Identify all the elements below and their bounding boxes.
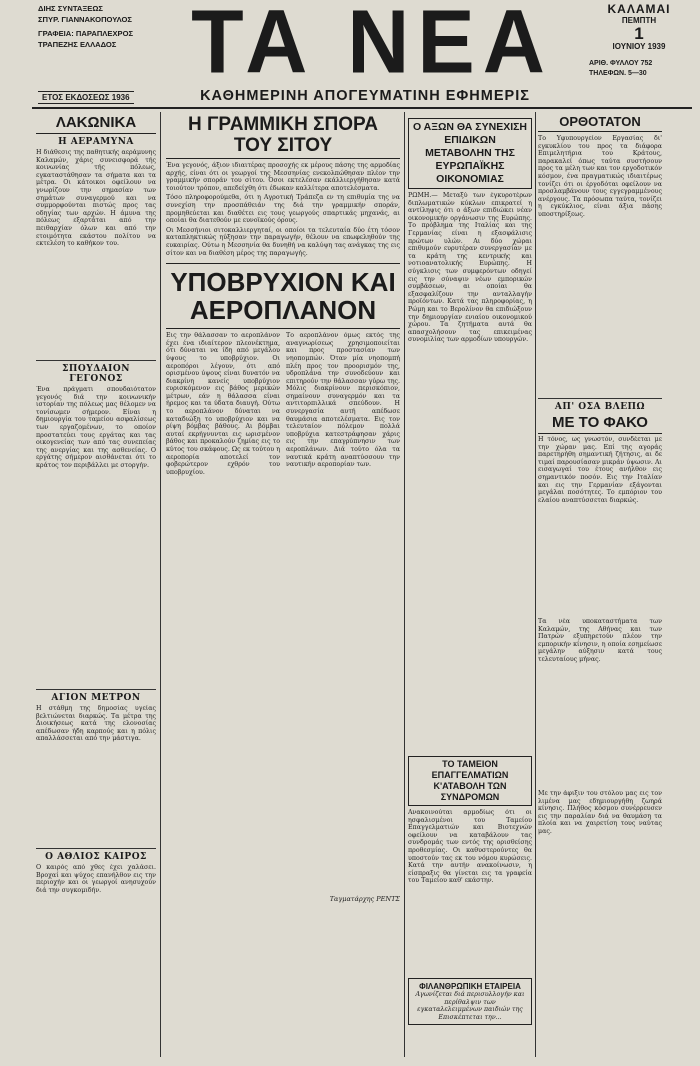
article-two-column (166, 332, 400, 894)
weekday: ΠΕΜΠΤΗ (621, 16, 657, 25)
article-text: Η τόνος, ως γνωστόν, συνδέεται με την χώραν μας. Επί της αγοράς παρετηρήθη σημαντική ζήτησις, αι δε τιμαί παρουσίασαν μικράν ύψωσιν. Αι εισαγωγαί του έτους ανήλθον εις σημαντικόν ποσόν. Εις την Ιταλίαν και εις την Γερμανίαν εξάγονται μεγάλαι ποσότητες. Το εμπόριον του ελαίου αναπτύσσεται διαρκώς. (538, 436, 662, 504)
charity-notice (408, 978, 532, 1025)
column-divider (160, 112, 161, 1057)
notice-text: Αγωνίζεται διά περισυλλογήν και περίθαλψιν των εγκαταλελειμμένων παιδιών της Επισκέπτεται την... (415, 991, 525, 1021)
column-orthotaton (538, 114, 662, 982)
column-divider (535, 112, 536, 1057)
day-number: 1 (634, 24, 644, 43)
city: ΚΑΛΑΜΑΙ (607, 2, 671, 16)
newspaper-title: ΤΑ ΝΕΑ (191, 0, 553, 93)
subheading: ΑΠ' ΟΣΑ ΒΛΕΠΩ (554, 402, 646, 412)
masthead-subtitle: ΚΑΘΗΜΕΡΙΝΗ ΑΠΟΓΕΥΜΑΤΙΝΗ ΕΦΗΜΕΡΙΣ (200, 88, 530, 104)
month-year: ΙΟΥΝΙΟΥ 1939 (612, 42, 666, 51)
author-signature: Ταγματάρχης ΡΕΝΤΣ (329, 895, 400, 904)
masthead (0, 0, 700, 110)
editor-line: ΤΡΑΠΕΖΗΣ ΕΛΛΑΔΟΣ (38, 39, 117, 49)
article-text: Εις την θάλασσαν το αεροπλάνον έχει ένα ιδιαίτερον πλεονέκτημα, ότι δύναται να ίδη από μεγάλου ύψους το υποβρύχιον. Οι αεροπόροι λέγουν, ότι από ορισμένου ύψους είναι δυνατόν να διακρίνη κανείς υποβρύχιον ευρισκόμενον εις βάθος μερικών μέτρων, εάν η θάλασσα είναι ήρεμος και τα ύδατα διαυγή. Ούτω το αεροπλάνον δύναται να καταδιώξη το υποβρύχιον και να ρίψη βόμβας βάθους. Αι βόμβαι αυταί εκρήγνυνται εις ωρισμένον βάθος και προκαλούν ζημίας εις το κύτος του σκάφους. Ως εκ τούτου η αεροπορία αποτελεί τον φοβερώτερον εχθρόν του υποβρυχίου. (166, 332, 280, 476)
column-title-me-to-fako: ΜΕ ΤΟ ΦΑΚΟ (538, 414, 662, 434)
article-text: Η διάθεσις της παθητικής αεράμυνης Καλαμών, χάρις συνεισφορά τής κοινωνίας τής πόλεως, εγκαταστάθησαν τα σήματα και τα μέτρα. Οι κάτοικοι οφείλουν να γνωρίζουν την σημασίαν των σημάτων συναγερμού και να συμμορφούνται πιστώς προς τας οδηγίας των αρχών. Η άμυνα της πόλεως εξαρτάται από την πειθαρχίαν όλων και από την ετοιμότητα εκάστου πολίτου να εκτελέση το καθήκον του. (36, 149, 156, 248)
article-text: Η στάθμη της δημοσίας υγείας βελτιώνεται διαρκώς. Τα μέτρα της Διοικήσεως κατά της ελονοσίας απέδωσαν ήδη καρπούς και η πόλις απαλλάσσεται από την μάστιγα. (36, 705, 156, 743)
issue-number: ΑΡΙΘ. ΦΥΛΛΟΥ 752 (589, 60, 653, 67)
masthead-editor-info (38, 4, 156, 50)
subheading: Ο ΑΘΛΙΟΣ ΚΑΙΡΟΣ (45, 852, 147, 862)
subheading: Η ΑΕΡΑΜΥΝΑ (58, 137, 134, 147)
headline-submarine-airplane: ΥΠΟΒΡΥΧΙΟΝ ΚΑΙ ΑΕΡΟΠΛΑΝΟΝ (166, 263, 400, 329)
year-of-publication: ΕΤΟΣ ΕΚΔΟΣΕΩΣ 1936 (38, 91, 134, 104)
masthead-rule (32, 107, 692, 109)
article-text: Ένα πράγματι σπουδαιότατον γεγονός διά την κοινωνικήν ιστορίαν της πόλεως μας θέλομεν να τονίσωμεν σήμερον. Είναι η δημιουργία του ταμείου ασφαλίσεως των εργαζομένων, το οποίον προστατεύει τους εργάτας και τας οικογενείας των από τας συνεπείας της ανεργίας και της ασθενείας. Ο εργάτης σήμερον αισθάνεται ότι το κράτος τον περιβάλλει με στοργήν. (36, 386, 156, 469)
notice-title: ΦΙΛΑΝΘΡΩΠΙΚΗ ΕΤΑΙΡΕΙΑ (419, 982, 521, 991)
editor-line: ΓΡΑΦΕΙΑ: ΠΑΡΑΠΛΕΧΡΟΣ (38, 29, 134, 38)
editor-line: ΣΠΥΡ. ΓΙΑΝΝΑΚΟΠΟΥΛΟΣ (38, 14, 132, 24)
article-text: ΡΩΜΗ.— Μεταξύ των έγκυροτέρων διπλωματικών κύκλων επικρατεί η αντίληψις ότι ο άξων επιδιώκει νέαν οικονομικήν οργάνωσιν της Ευρώπης. Το πρόβλημα της Ιταλίας και της Γερμανίας είναι η εξασφάλισις πρώτων υλών. Αι δύο χώραι επιθυμούν ευρυτέραν συνεργασίαν με τα κράτη της κεντρικής και νοτιοανατολικής Ευρώπης. Η σύγκλισις των συμφερόντων οδηγεί εις την σύναψιν νέων εμπορικών συμβάσεων, αι οποίαι θα εξασφαλίζουν την ανταλλαγήν προϊόντων. Κατά τας πληροφορίας, η Ρώμη και το Βερολίνον θα επιδιώξουν την δημιουργίαν ενιαίου οικονομικού χώρου. Τα ζητήματα αυτά θα απασχολήσουν τας επικειμένας συνομιλίας των αρμοδίων υπουργών. (408, 192, 532, 344)
phone: ΤΗΛΕΦΩΝ. 5—30 (589, 70, 647, 77)
column-axis (408, 114, 532, 1025)
headline-pension-fund: ΤΟ ΤΑΜΕΙΟΝ ΕΠΑΓΓΕΛΜΑΤΙΩΝ Κ'ΑΤΑΒΟΛΗ ΤΩΝ ΣΥΝΔΡΟΜΩΝ (408, 756, 532, 806)
column-title: ΛΑΚΩΝΙΚΑ (36, 114, 156, 134)
headline-axis-economy: Ο ΑΞΩΝ ΘΑ ΣΥΝΕΧΙΣΗ ΕΠΙΔΙΚΩΝ ΜΕΤΑΒΟΛΗΝ ΤΗΣ ΕΥΡΩΠΑΪΚΗΣ ΟΙΚΟΝΟΜΙΑΣ (408, 118, 532, 189)
article-text: Τα νέα υποκαταστήματα των Καλαμών, της Αθήνας και των Πατρών εξυπηρετούν πλέον την εμπορικήν κίνησιν, η οποία εσημείωσε μεγάλην αύξησιν κατά τους τελευταίους μήνας. (538, 618, 662, 663)
article-text: Ο καιρός από χθες έχει χαλάσει. Βροχαί και ψύχος επανήλθον εις την περιοχήν και οι γεωργοί ανησυχούν διά την συγκομιδήν. (36, 864, 156, 894)
separator (36, 689, 156, 690)
article-text: Ανακοινούται αρμοδίως ότι οι ησφαλισμένοι του Ταμείου Επαγγελματιών και Βιοτεχνών οφείλουν να καταβάλουν τας συνδρομάς των εντός της ορισθείσης προθεσμίας. Οι καθυστερούντες θα υποστούν τας εκ του νόμου κυρώσεις. Κατά την αυτήν ανακοίνωσιν, η είσπραξις θα γίνεται εις τα γραφεία του Ταμείου καθ' εκάστην. (408, 809, 532, 885)
article-text: Οι Μεσσήνιοι σιτοκαλλιεργηταί, οι οποίοι τα τελευταία δύο έτη τόσον καταπληκτικώς ηύξησαν την παραγωγήν, θέλουν να επωφεληθούν της ευκαιρίας. Ούτω η Μεσσηνία θα δυνηθή να καλύψη τας ανάγκας της εις σίτον και να διαθέση μέρος της παραγωγής. (166, 226, 400, 257)
separator (538, 398, 662, 399)
subheading: ΑΓΙΟΝ ΜΕΤΡΟΝ (51, 693, 141, 703)
article-text: Το Υφυπουργείον Εργασίας δι' εγκυκλίου του προς τα διάφορα Επιμελητήρια του Κράτους, παρακαλεί όπως ταύτα συστήσουν προς τα μέλη των και τον εργοδοτικόν κόσμον, ένα πραγματικώς ιδιαιτέρως τονίζει ότι οι έργοδόται οφείλουν να προσλαμβάνουν τους εγγεγραμμένους ανέργους. Τα πρόσωπα ταύτα, τονίζει η εγκύκλιος, είναι άξια πάσης υποστηρίξεως. (538, 135, 662, 218)
article-text: Με την άφιξιν του στόλου μας εις τον λιμένα μας εδημιουργήθη ζωηρά κίνησις. Πλήθος κόσμου συνέρρευσεν εις την παραλίαν διά να θαυμάση τα πλοία και να χαιρετίση τους ναύτας μας. (538, 790, 662, 835)
subheading: ΣΠΟΥΔΑΙΟΝ ΓΕΓΟΝΟΣ (62, 364, 130, 384)
column-lakonika (36, 114, 156, 956)
masthead-date-info (583, 2, 695, 79)
editor-line: ΔΙΗΣ ΣΥΝΤΑΞΕΩΣ (38, 4, 103, 13)
article-text: Ένα γεγονός, άξιον ιδιαιτέρας προσοχής εκ μέρους πάσης της αρμοδίας αρχής, είναι ότι οι γεωργοί της Μεσσηνίας ενεκολπώθησαν πλέον την γραμμικήν σποράν του σίτου. Όσοι εκτελέσαν εκάλλιεργήθησαν κατά τοιούτον τρόπον, απεδείχθη ότι έδωκαν καλλίτερα αποτελέσματα. (166, 162, 400, 192)
column-divider (404, 112, 405, 1057)
article-text: Τόσο πληροφορούμεθα, ότι η Αγροτική Τράπεζα εν τη επιθυμία της να συνεχίση την προσπάθειάν της διά την γραμμικήν σποράν, προμηθεύεται και διαθέτει εις τους γεωργούς σπαρτικάς μηχανάς, αι οποίαι θα διατεθούν με ευνοϊκούς όρους. (166, 194, 400, 225)
separator (36, 360, 156, 361)
separator (36, 848, 156, 849)
column-main (166, 114, 400, 906)
column-title: ΟΡΘΟΤΑΤΟΝ (538, 114, 662, 132)
article-text: Το αεροπλάνον όμως εκτός της αναγνωρίσεως χρησιμοποιείται και προς προστασίαν των νηοπομπών. Όταν μία νηοπομπή πλέη προς τον προορισμόν της, υδροπλάνα την συνοδεύουν και επιτηρούν την θάλασσαν γύρω της. Μόλις διακρίνουν περισκόπιον, σημαίνουν συναγερμόν και τα αντιτορπιλλικά σπεύδουν. Η συνεργασία αυτή απέδωσε θαυμάσια αποτελέσματα. Εις τον τελευταίον πόλεμον πολλά υποβρύχια κατεστράφησαν χάρις εις την επαγρύπνησιν των αεροπλάνων. Διά τούτο όλα τα ναυτικά κράτη αναπτύσσουν την ναυτικήν αεροπορίαν των. (286, 332, 400, 469)
headline-wheat-sowing: Η ΓΡΑΜΜΙΚΗ ΣΠΟΡΑ ΤΟΥ ΣΙΤΟΥ (166, 114, 400, 159)
